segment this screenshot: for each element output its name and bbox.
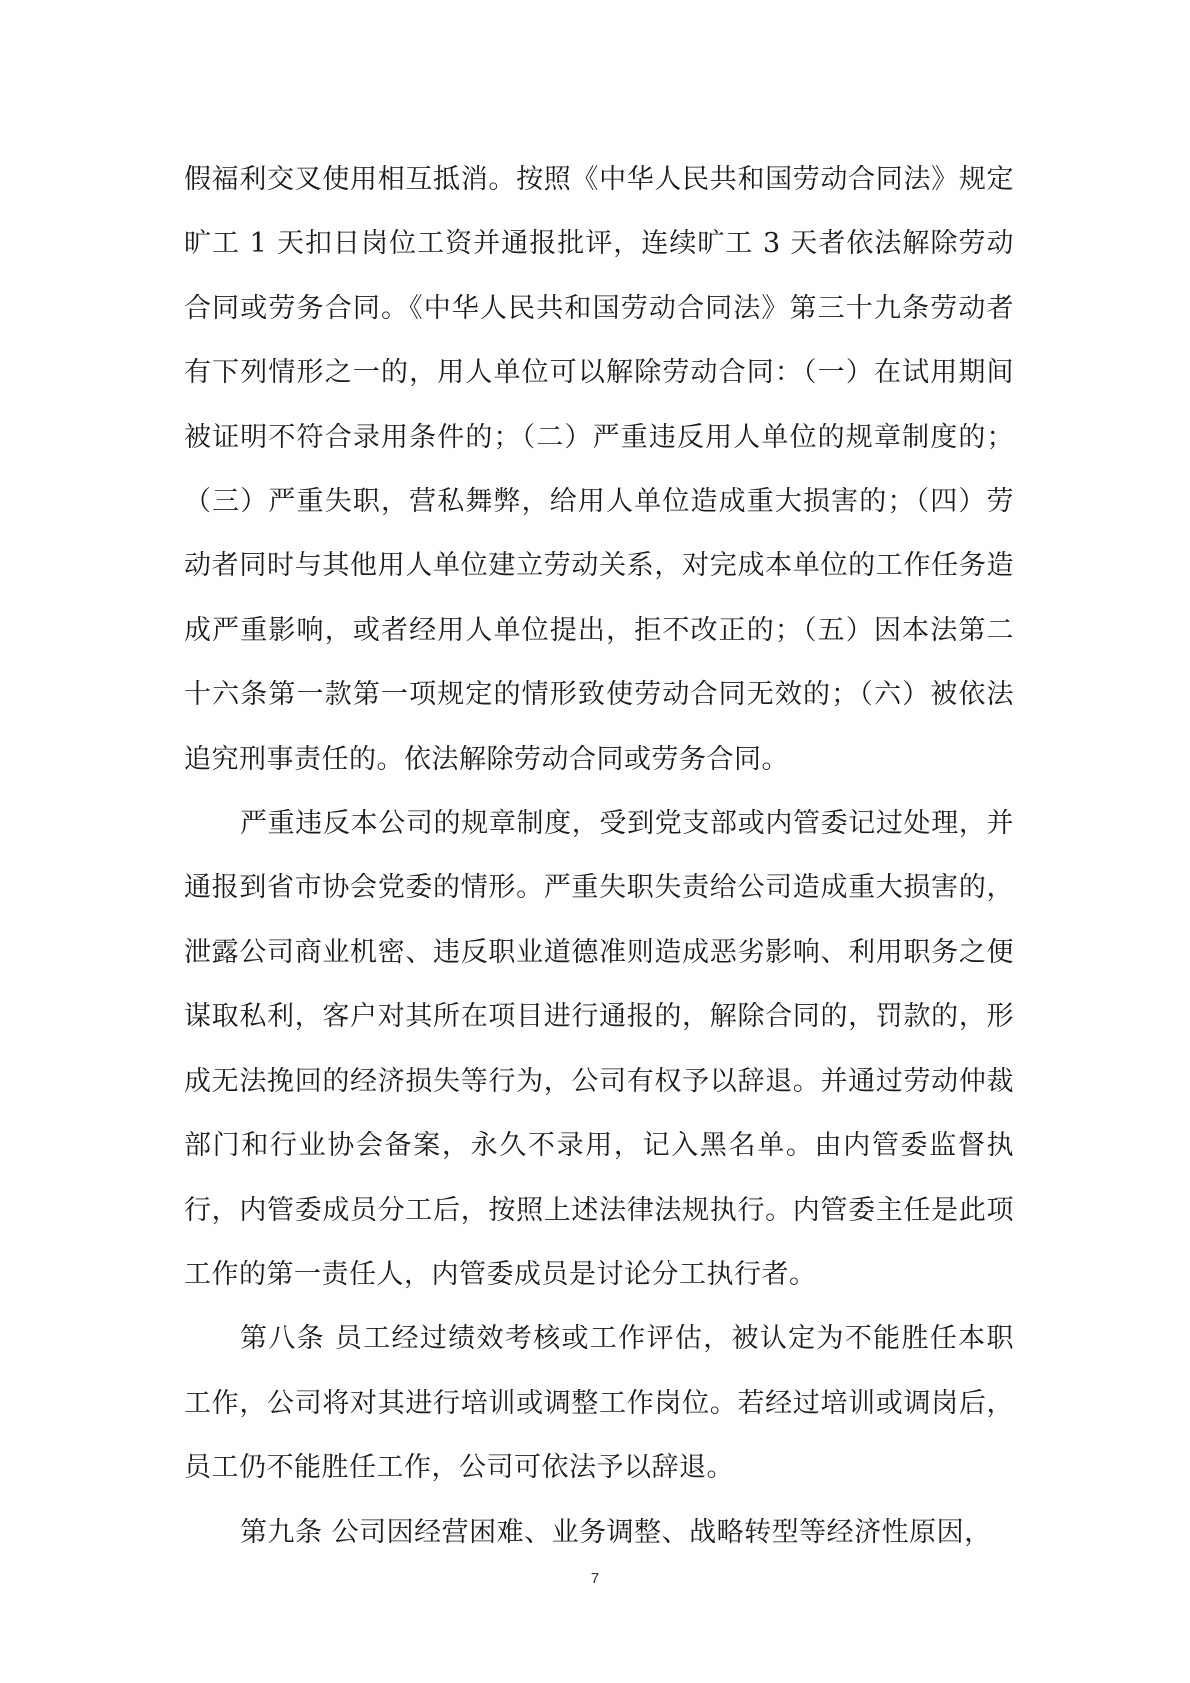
paragraph-article-nine: 第九条 公司因经营困难、业务调整、战略转型等经济性原因， xyxy=(240,1516,992,1548)
paragraph-article-eight: 第八条 员工经过绩效考核或工作评估，被认定为不能胜任本职工作，公司将对其进行培训或调整工作岗位。若经过培训或调岗后，员工仍不能胜任工作，公司可依法予以辞退。 xyxy=(184,1323,1014,1484)
document-body xyxy=(184,148,1014,1565)
paragraph-continuation: 假福利交叉使用相互抵消。按照《中华人民共和国劳动合同法》规定旷工 1 天扣日岗位工资并通报批评，连续旷工 3 天者依法解除劳动合同或劳务合同。《中华人民共和国劳动合同法》第三十九条劳动者有下列情形之一的，用人单位可以解除劳动合同：（一）在试用期间被证明不符合录用条件的；（二）严重违反用人单位的规章制度的；（三）严重失职，营私舞弊，给用人单位造成重大损害的；（四）劳动者同时与其他用人单位建立劳动关系，对完成本单位的工作任务造成严重影响，或者经用人单位提出，拒不改正的；（五）因本法第二十六条第一款第一项规定的情形致使劳动合同无效的；（六）被依法追究刑事责任的。依法解除劳动合同或劳务合同。 xyxy=(184,164,1014,775)
page-number: 7 xyxy=(590,1570,600,1587)
paragraph-serious-violation: 严重违反本公司的规章制度，受到党支部或内管委记过处理，并通报到省市协会党委的情形。严重失职失责给公司造成重大损害的，泄露公司商业机密、违反职业道德准则造成恶劣影响、利用职务之便谋取私利，客户对其所在项目进行通报的，解除合同的，罚款的，形成无法挽回的经济损失等行为，公司有权予以辞退。并通过劳动仲裁部门和行业协会备案，永久不录用，记入黑名单。由内管委监督执行，内管委成员分工后，按照上述法律法规执行。内管委主任是此项工作的第一责任人，内管委成员是讨论分工执行者。 xyxy=(184,808,1014,1290)
